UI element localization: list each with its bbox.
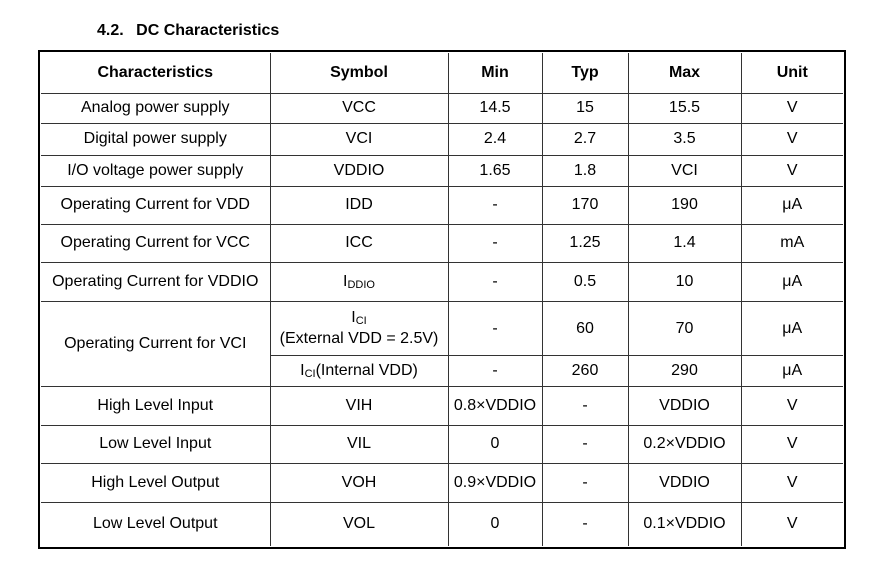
cell-characteristic: Operating Current for VDD — [41, 187, 270, 224]
cell-symbol: $I_{CI}(Internal$ VDD) — [270, 356, 448, 387]
cell-symbol: $I_{DDIO}$ — [270, 263, 448, 302]
cell-unit: V — [741, 124, 843, 155]
cell-min: 0.9×VDDIO — [448, 464, 542, 502]
cell-max: 0.1×VDDIO — [628, 502, 741, 546]
header-max: Max — [628, 53, 741, 93]
cell-unit: μA — [741, 356, 843, 387]
cell-characteristic: Analog power supply — [41, 93, 270, 123]
cell-typ: 2.7 — [542, 124, 628, 155]
cell-min: 14.5 — [448, 93, 542, 123]
cell-characteristic: Operating Current for VCC — [41, 224, 270, 262]
cell-typ: 260 — [542, 356, 628, 387]
cell-symbol: VOH — [270, 464, 448, 502]
cell-unit: V — [741, 155, 843, 186]
section-title: DC Characteristics — [136, 22, 280, 39]
cell-unit: mA — [741, 224, 843, 262]
table-row — [41, 387, 843, 425]
cell-symbol: VIH — [270, 387, 448, 425]
cell-typ: 1.8 — [542, 155, 628, 186]
cell-typ: 15 — [542, 93, 628, 123]
section-heading — [97, 22, 279, 40]
cell-min: 0.8×VDDIO — [448, 387, 542, 425]
cell-symbol: VCC — [270, 93, 448, 123]
dc-characteristics-table — [41, 53, 843, 546]
table-row — [41, 425, 843, 463]
cell-min: - — [448, 302, 542, 356]
table-row — [41, 464, 843, 502]
cell-characteristic: Low Level Output — [41, 502, 270, 546]
cell-unit: μA — [741, 302, 843, 356]
cell-max: VDDIO — [628, 464, 741, 502]
table-row — [41, 224, 843, 262]
header-symbol: Symbol — [270, 53, 448, 93]
cell-symbol: IDD — [270, 187, 448, 224]
cell-typ: 0.5 — [542, 263, 628, 302]
header-unit: Unit — [741, 53, 843, 93]
cell-max: 290 — [628, 356, 741, 387]
cell-characteristic: I/O voltage power supply — [41, 155, 270, 186]
cell-characteristic: Operating Current for VDDIO — [41, 263, 270, 302]
cell-min: - — [448, 187, 542, 224]
cell-unit: V — [741, 387, 843, 425]
cell-symbol: VOL — [270, 502, 448, 546]
table-row — [41, 187, 843, 224]
table-row — [41, 93, 843, 123]
cell-max: 1.4 — [628, 224, 741, 262]
cell-characteristic: Low Level Input — [41, 425, 270, 463]
cell-min: 0 — [448, 425, 542, 463]
header-typ: Typ — [542, 53, 628, 93]
table-row — [41, 263, 843, 302]
cell-unit: V — [741, 502, 843, 546]
cell-max: 15.5 — [628, 93, 741, 123]
cell-unit: V — [741, 464, 843, 502]
cell-unit: μA — [741, 187, 843, 224]
cell-max: 10 — [628, 263, 741, 302]
cell-characteristic: Digital power supply — [41, 124, 270, 155]
cell-unit: μA — [741, 263, 843, 302]
cell-max: 3.5 — [628, 124, 741, 155]
cell-characteristic: High Level Output — [41, 464, 270, 502]
section-number: 4.2. — [97, 22, 124, 39]
cell-typ: 170 — [542, 187, 628, 224]
cell-min: 1.65 — [448, 155, 542, 186]
symbol-condition: (External VDD = 2.5V) — [279, 330, 439, 348]
table-row — [41, 302, 843, 356]
table-row — [41, 502, 843, 546]
cell-min: - — [448, 263, 542, 302]
cell-min: - — [448, 356, 542, 387]
cell-characteristic: High Level Input — [41, 387, 270, 425]
cell-typ: - — [542, 464, 628, 502]
cell-min: 0 — [448, 502, 542, 546]
cell-max: VDDIO — [628, 387, 741, 425]
cell-min: 2.4 — [448, 124, 542, 155]
cell-typ: 1.25 — [542, 224, 628, 262]
cell-typ: - — [542, 425, 628, 463]
cell-typ: 60 — [542, 302, 628, 356]
header-min: Min — [448, 53, 542, 93]
cell-max: 0.2×VDDIO — [628, 425, 741, 463]
cell-symbol: VDDIO — [270, 155, 448, 186]
cell-characteristic: Operating Current for VCI — [41, 302, 270, 387]
cell-max: VCI — [628, 155, 741, 186]
cell-symbol: VIL — [270, 425, 448, 463]
header-characteristics: Characteristics — [41, 53, 270, 93]
cell-typ: - — [542, 502, 628, 546]
cell-max: 190 — [628, 187, 741, 224]
cell-min: - — [448, 224, 542, 262]
cell-symbol: VCI — [270, 124, 448, 155]
cell-typ: - — [542, 387, 628, 425]
header-row — [41, 53, 843, 93]
table-row — [41, 155, 843, 186]
cell-max: 70 — [628, 302, 741, 356]
cell-symbol: $I_{CI}$ (External VDD = 2.5V) — [270, 302, 448, 356]
cell-symbol: ICC — [270, 224, 448, 262]
symbol-condition: (Internal VDD) — [315, 361, 418, 379]
table-row — [41, 124, 843, 155]
cell-unit: V — [741, 425, 843, 463]
cell-unit: V — [741, 93, 843, 123]
